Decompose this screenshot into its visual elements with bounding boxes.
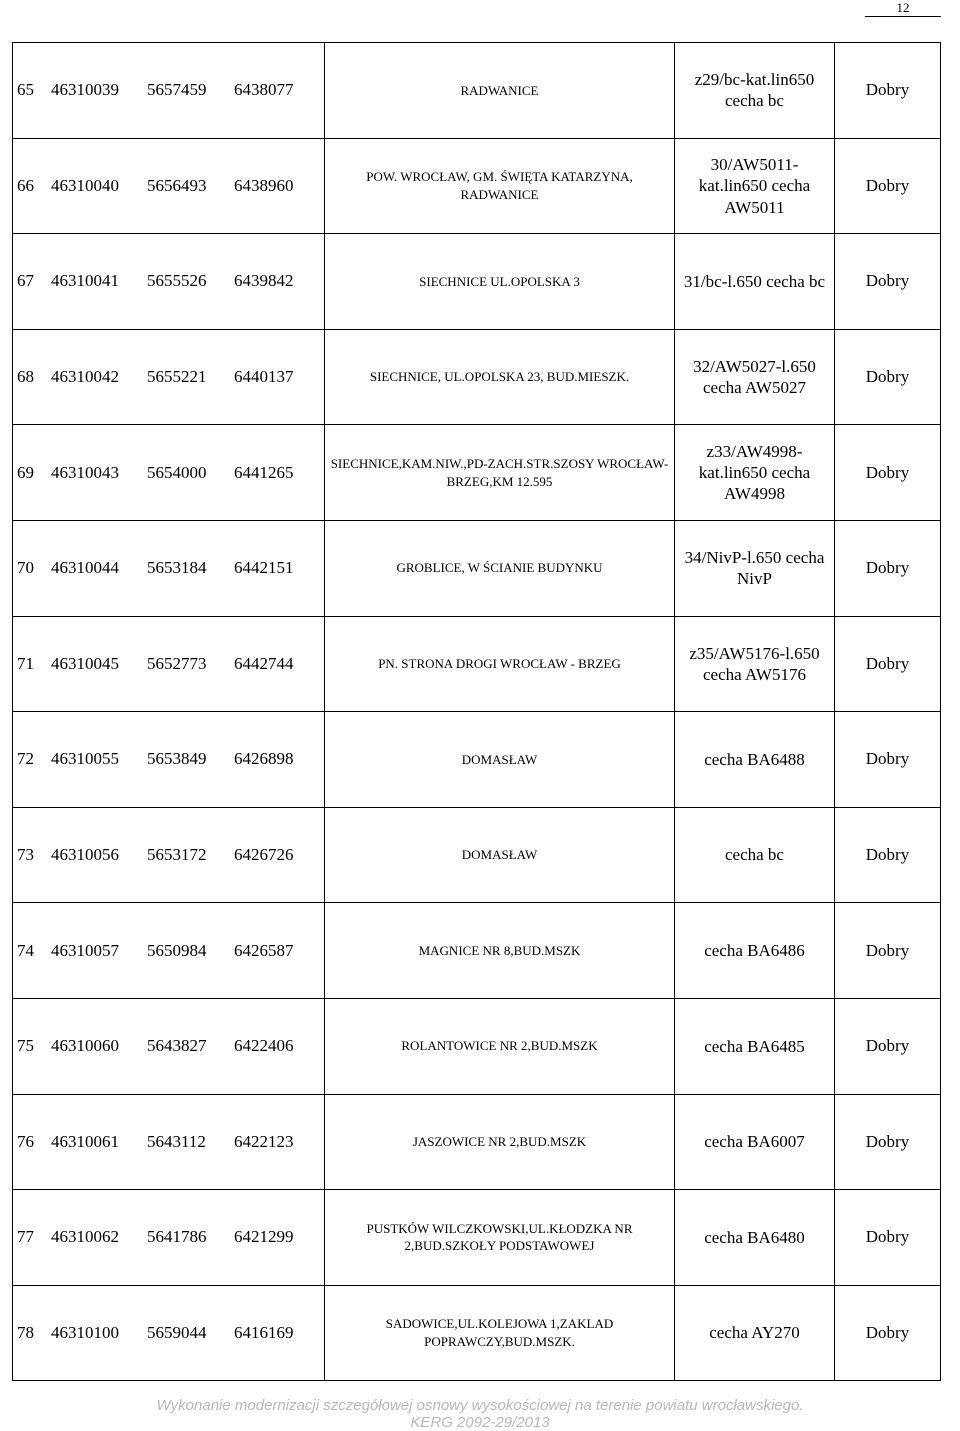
location-cell: MAGNICE NR 8,BUD.MSZK bbox=[325, 903, 675, 999]
coord-y: 6426726 bbox=[234, 845, 294, 865]
table-row bbox=[13, 138, 941, 234]
state-cell: Dobry bbox=[835, 329, 941, 425]
row-number: 74 bbox=[17, 940, 34, 960]
state-cell: Dobry bbox=[835, 520, 941, 616]
description-cell: 30/AW5011-kat.lin650 cecha AW5011 bbox=[675, 138, 835, 234]
table-row bbox=[13, 520, 941, 616]
description-cell: cecha BA6486 bbox=[675, 903, 835, 999]
state-cell: Dobry bbox=[835, 903, 941, 999]
benchmark-table bbox=[12, 42, 941, 1381]
point-numbers-cell bbox=[13, 1285, 325, 1381]
point-id: 46310057 bbox=[51, 940, 119, 960]
point-id: 46310043 bbox=[51, 462, 119, 482]
coord-y: 6421299 bbox=[234, 1227, 294, 1247]
location-cell: DOMASŁAW bbox=[325, 807, 675, 903]
coord-x: 5659044 bbox=[147, 1323, 207, 1343]
coord-y: 6442744 bbox=[234, 653, 294, 673]
row-number: 68 bbox=[17, 367, 34, 387]
description-cell: z29/bc-kat.lin650 cecha bc bbox=[675, 43, 835, 139]
row-number: 78 bbox=[17, 1323, 34, 1343]
row-number: 73 bbox=[17, 845, 34, 865]
point-numbers-cell bbox=[13, 807, 325, 903]
coord-x: 5654000 bbox=[147, 462, 207, 482]
coord-x: 5653849 bbox=[147, 749, 207, 769]
state-cell: Dobry bbox=[835, 998, 941, 1094]
description-cell: 31/bc-l.650 cecha bc bbox=[675, 234, 835, 330]
table-row bbox=[13, 712, 941, 808]
location-cell: JASZOWICE NR 2,BUD.MSZK bbox=[325, 1094, 675, 1190]
coord-x: 5653172 bbox=[147, 845, 207, 865]
coord-x: 5641786 bbox=[147, 1227, 207, 1247]
table-row bbox=[13, 234, 941, 330]
description-cell: 32/AW5027-l.650 cecha AW5027 bbox=[675, 329, 835, 425]
description-cell: cecha AY270 bbox=[675, 1285, 835, 1381]
coord-x: 5657459 bbox=[147, 80, 207, 100]
state-cell: Dobry bbox=[835, 807, 941, 903]
coord-y: 6442151 bbox=[234, 558, 294, 578]
row-number: 67 bbox=[17, 271, 34, 291]
state-cell: Dobry bbox=[835, 43, 941, 139]
coord-y: 6422123 bbox=[234, 1131, 294, 1151]
state-cell: Dobry bbox=[835, 616, 941, 712]
point-id: 46310061 bbox=[51, 1131, 119, 1151]
point-numbers-cell bbox=[13, 616, 325, 712]
table-row bbox=[13, 1094, 941, 1190]
table-row bbox=[13, 425, 941, 521]
footer-line-1: Wykonanie modernizacji szczegółowej osnowy wysokościowej na terenie powiatu wrocławskiego. bbox=[156, 1397, 804, 1414]
row-number: 76 bbox=[17, 1131, 34, 1151]
coord-x: 5643112 bbox=[147, 1131, 206, 1151]
table-row bbox=[13, 1285, 941, 1381]
state-cell: Dobry bbox=[835, 712, 941, 808]
coord-x: 5655221 bbox=[147, 367, 207, 387]
coord-x: 5643827 bbox=[147, 1036, 207, 1056]
coord-x: 5653184 bbox=[147, 558, 207, 578]
point-id: 46310040 bbox=[51, 175, 119, 195]
point-id: 46310100 bbox=[51, 1323, 119, 1343]
location-cell: PUSTKÓW WILCZKOWSKI,UL.KŁODZKA NR 2,BUD.SZKOŁY PODSTAWOWEJ bbox=[325, 1190, 675, 1286]
state-cell: Dobry bbox=[835, 425, 941, 521]
description-cell: z33/AW4998-kat.lin650 cecha AW4998 bbox=[675, 425, 835, 521]
coord-y: 6426587 bbox=[234, 940, 294, 960]
page-number: 12 bbox=[865, 0, 941, 17]
location-cell: DOMASŁAW bbox=[325, 712, 675, 808]
point-numbers-cell bbox=[13, 903, 325, 999]
state-cell: Dobry bbox=[835, 1190, 941, 1286]
location-cell: POW. WROCŁAW, GM. ŚWIĘTA KATARZYNA, RADWANICE bbox=[325, 138, 675, 234]
footer-line-2: KERG 2092-29/2013 bbox=[410, 1414, 550, 1431]
table-row bbox=[13, 329, 941, 425]
point-id: 46310055 bbox=[51, 749, 119, 769]
point-id: 46310045 bbox=[51, 653, 119, 673]
point-id: 46310041 bbox=[51, 271, 119, 291]
coord-y: 6440137 bbox=[234, 367, 294, 387]
state-cell: Dobry bbox=[835, 1285, 941, 1381]
description-cell: 34/NivP-l.650 cecha NivP bbox=[675, 520, 835, 616]
point-numbers-cell bbox=[13, 520, 325, 616]
point-numbers-cell bbox=[13, 329, 325, 425]
location-cell: GROBLICE, W ŚCIANIE BUDYNKU bbox=[325, 520, 675, 616]
point-numbers-cell bbox=[13, 998, 325, 1094]
description-cell: cecha BA6007 bbox=[675, 1094, 835, 1190]
state-cell: Dobry bbox=[835, 138, 941, 234]
location-cell: SIECHNICE, UL.OPOLSKA 23, BUD.MIESZK. bbox=[325, 329, 675, 425]
point-numbers-cell bbox=[13, 1094, 325, 1190]
point-numbers-cell bbox=[13, 425, 325, 521]
coord-y: 6438077 bbox=[234, 80, 294, 100]
coord-y: 6422406 bbox=[234, 1036, 294, 1056]
description-cell: cecha bc bbox=[675, 807, 835, 903]
point-id: 46310062 bbox=[51, 1227, 119, 1247]
state-cell: Dobry bbox=[835, 1094, 941, 1190]
coord-y: 6441265 bbox=[234, 462, 294, 482]
row-number: 71 bbox=[17, 653, 34, 673]
coord-x: 5652773 bbox=[147, 653, 207, 673]
row-number: 65 bbox=[17, 80, 34, 100]
point-id: 46310039 bbox=[51, 80, 119, 100]
description-cell: cecha BA6485 bbox=[675, 998, 835, 1094]
coord-y: 6438960 bbox=[234, 175, 294, 195]
point-numbers-cell bbox=[13, 138, 325, 234]
point-numbers-cell bbox=[13, 43, 325, 139]
table-row bbox=[13, 43, 941, 139]
row-number: 66 bbox=[17, 175, 34, 195]
table-row bbox=[13, 616, 941, 712]
point-numbers-cell bbox=[13, 712, 325, 808]
coord-y: 6439842 bbox=[234, 271, 294, 291]
point-numbers-cell bbox=[13, 234, 325, 330]
coord-x: 5655526 bbox=[147, 271, 207, 291]
location-cell: RADWANICE bbox=[325, 43, 675, 139]
table-row bbox=[13, 807, 941, 903]
row-number: 72 bbox=[17, 749, 34, 769]
coord-y: 6426898 bbox=[234, 749, 294, 769]
table-body bbox=[13, 43, 941, 1381]
coord-y: 6416169 bbox=[234, 1323, 294, 1343]
table-row bbox=[13, 998, 941, 1094]
row-number: 75 bbox=[17, 1036, 34, 1056]
state-cell: Dobry bbox=[835, 234, 941, 330]
table-row bbox=[13, 1190, 941, 1286]
location-cell: SADOWICE,UL.KOLEJOWA 1,ZAKLAD POPRAWCZY,BUD.MSZK. bbox=[325, 1285, 675, 1381]
location-cell: SIECHNICE,KAM.NIW.,PD-ZACH.STR.SZOSY WROCŁAW-BRZEG,KM 12.595 bbox=[325, 425, 675, 521]
location-cell: SIECHNICE UL.OPOLSKA 3 bbox=[325, 234, 675, 330]
location-cell: PN. STRONA DROGI WROCŁAW - BRZEG bbox=[325, 616, 675, 712]
description-cell: cecha BA6488 bbox=[675, 712, 835, 808]
point-id: 46310044 bbox=[51, 558, 119, 578]
location-cell: ROLANTOWICE NR 2,BUD.MSZK bbox=[325, 998, 675, 1094]
coord-x: 5650984 bbox=[147, 940, 207, 960]
row-number: 77 bbox=[17, 1227, 34, 1247]
point-id: 46310060 bbox=[51, 1036, 119, 1056]
coord-x: 5656493 bbox=[147, 175, 207, 195]
point-id: 46310056 bbox=[51, 845, 119, 865]
row-number: 69 bbox=[17, 462, 34, 482]
point-numbers-cell bbox=[13, 1190, 325, 1286]
point-id: 46310042 bbox=[51, 367, 119, 387]
row-number: 70 bbox=[17, 558, 34, 578]
table-row bbox=[13, 903, 941, 999]
description-cell: cecha BA6480 bbox=[675, 1190, 835, 1286]
description-cell: z35/AW5176-l.650 cecha AW5176 bbox=[675, 616, 835, 712]
